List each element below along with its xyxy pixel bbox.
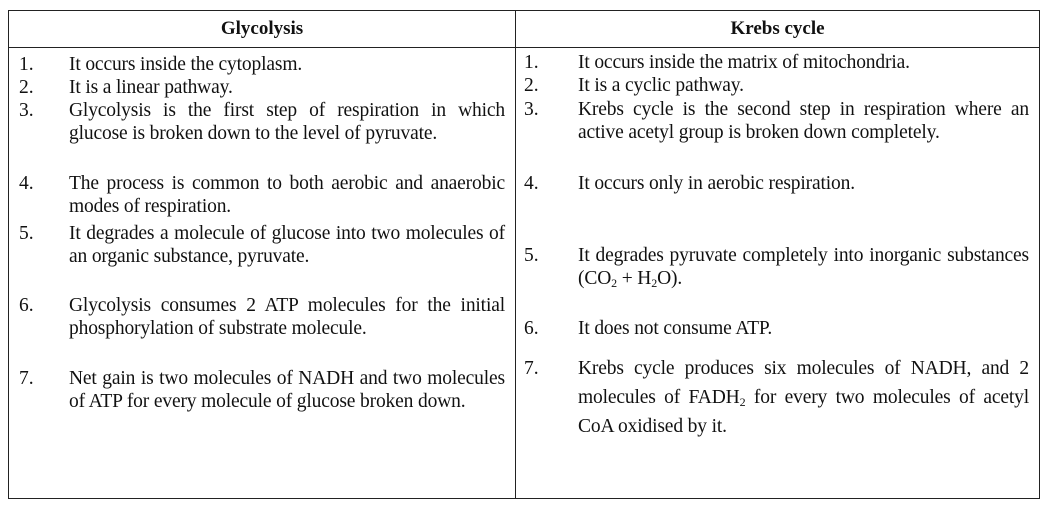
item-number: 5.	[524, 245, 539, 266]
item-text: It is a cyclic pathway.	[578, 75, 744, 96]
item-number: 4.	[524, 173, 539, 194]
glycolysis-item-7	[9, 367, 515, 413]
item-text: Glycolysis is the first step of respiration in which glucose is broken down to the level of pyruvate.	[69, 100, 505, 144]
krebs-item-1	[516, 51, 1039, 74]
item-text: It is a linear pathway.	[69, 77, 233, 98]
item-text: The process is common to both aerobic and anaerobic modes of respiration.	[69, 173, 505, 217]
header-krebs-cycle: Krebs cycle	[730, 18, 825, 39]
item-text: It occurs inside the cytoplasm.	[69, 54, 303, 75]
item-text: It does not consume ATP.	[578, 318, 773, 339]
comparison-table	[8, 10, 1040, 499]
krebs-item-6	[516, 317, 1039, 340]
item-text: Krebs cycle produces six molecules of NADH, and 2 molecules of $FADH_2$ for every two molecules of acetyl CoA oxidised by it.	[578, 358, 1029, 437]
item-text: Krebs cycle is the second step in respiration where an active acetyl group is broken down completely.	[578, 99, 1029, 143]
item-number: 3.	[524, 99, 539, 120]
item-text: Net gain is two molecules of NADH and two molecules of ATP for every molecule of glucose broken down.	[69, 368, 505, 412]
item-text: Glycolysis consumes 2 ATP molecules for the initial phosphorylation of substrate molecule.	[69, 295, 505, 339]
glycolysis-column	[9, 48, 516, 498]
item-text: It occurs only in aerobic respiration.	[578, 173, 855, 194]
glycolysis-item-4	[9, 172, 515, 218]
krebs-item-3	[516, 98, 1039, 144]
item-text: It occurs inside the matrix of mitochondria.	[578, 52, 910, 73]
krebs-column	[516, 48, 1039, 498]
table-body-row	[9, 48, 1039, 498]
item-number: 1.	[19, 54, 34, 75]
item-text: It degrades pyruvate completely into inorganic substances $(CO_2 + H_2O)$.	[578, 245, 1029, 290]
glycolysis-item-2	[9, 76, 515, 99]
item-number: 7.	[524, 358, 539, 379]
item-number: 3.	[19, 100, 34, 121]
item-number: 2.	[19, 77, 34, 98]
krebs-item-4	[516, 172, 1039, 195]
item-number: 1.	[524, 52, 539, 73]
item-number: 4.	[19, 173, 34, 194]
item-number: 2.	[524, 75, 539, 96]
item-number: 5.	[19, 223, 34, 244]
item-text: It degrades a molecule of glucose into two molecules of an organic substance, pyruvate.	[69, 223, 505, 267]
glycolysis-item-5	[9, 222, 515, 268]
glycolysis-item-6	[9, 294, 515, 340]
glycolysis-item-3	[9, 99, 515, 145]
item-number: 6.	[19, 295, 34, 316]
krebs-item-2	[516, 74, 1039, 97]
krebs-item-7	[516, 354, 1039, 441]
table-header-row	[9, 11, 1039, 48]
krebs-item-5	[516, 244, 1039, 290]
item-number: 7.	[19, 368, 34, 389]
glycolysis-item-1	[9, 53, 515, 76]
header-glycolysis: Glycolysis	[9, 11, 516, 47]
item-number: 6.	[524, 318, 539, 339]
